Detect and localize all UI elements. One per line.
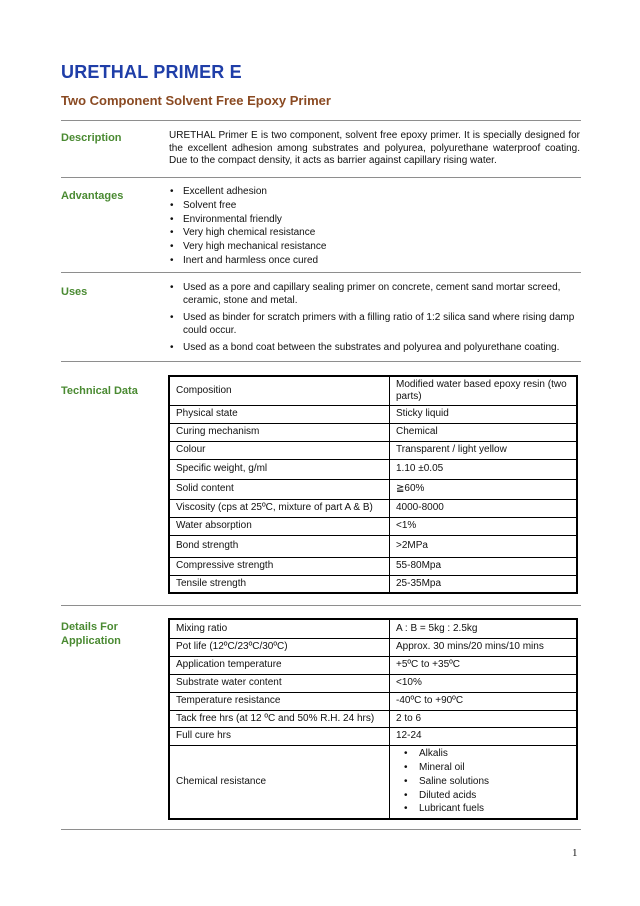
- table-row: [169, 710, 577, 727]
- table-cell-value: 1.10 ±0.05: [390, 459, 578, 479]
- divider-top: [61, 120, 581, 121]
- table-cell-value: A : B = 5kg : 2.5kg: [390, 619, 578, 638]
- list-item: • Alkalis: [396, 747, 570, 761]
- table-cell-property: Colour: [169, 441, 390, 459]
- document-subtitle: Two Component Solvent Free Epoxy Primer: [61, 93, 331, 108]
- table-row: [169, 535, 577, 557]
- table-cell-property: Substrate water content: [169, 674, 390, 692]
- table-cell-property: Chemical resistance: [169, 745, 390, 819]
- divider-description: [61, 177, 581, 178]
- table-cell-property: Application temperature: [169, 656, 390, 674]
- technical-data-table: [168, 375, 578, 594]
- table-row: [169, 499, 577, 517]
- chemical-resistance-list: [396, 747, 570, 816]
- table-cell-property: Solid content: [169, 479, 390, 499]
- table-cell-property: Composition: [169, 376, 390, 405]
- table-row: [169, 376, 577, 405]
- table-row: [169, 423, 577, 441]
- table-cell-value: -40ºC to +90ºC: [390, 692, 578, 710]
- technical-data-label: Technical Data: [61, 385, 138, 397]
- divider-bottom: [61, 829, 581, 830]
- list-item: • Used as a pore and capillary sealing primer on concrete, cement sand mortar screed, ceramic, stone and metal.: [169, 282, 580, 307]
- table-row: [169, 479, 577, 499]
- table-cell-value: [390, 745, 578, 819]
- document-title: URETHAL PRIMER E: [61, 62, 242, 82]
- table-cell-value: 4000-8000: [390, 499, 578, 517]
- table-cell-property: Curing mechanism: [169, 423, 390, 441]
- page-number: 1: [572, 847, 578, 859]
- table-cell-value: >2MPa: [390, 535, 578, 557]
- table-row: [169, 745, 577, 819]
- table-cell-property: Temperature resistance: [169, 692, 390, 710]
- table-cell-value: 25-35Mpa: [390, 575, 578, 593]
- table-row: [169, 575, 577, 593]
- divider-uses: [61, 361, 581, 362]
- table-cell-value: Chemical: [390, 423, 578, 441]
- table-cell-value: <10%: [390, 674, 578, 692]
- divider-advantages: [61, 272, 581, 273]
- list-item: • Excellent adhesion: [169, 185, 326, 199]
- application-label-line2: Application: [61, 635, 121, 647]
- uses-label: Uses: [61, 286, 88, 298]
- advantages-list: [169, 185, 326, 268]
- list-item: • Lubricant fuels: [396, 802, 570, 816]
- table-cell-value: 2 to 6: [390, 710, 578, 727]
- table-cell-property: Compressive strength: [169, 557, 390, 575]
- table-cell-value: <1%: [390, 517, 578, 535]
- list-item: • Mineral oil: [396, 761, 570, 775]
- application-label: [61, 620, 121, 648]
- list-item: • Diluted acids: [396, 789, 570, 803]
- table-cell-value: 12-24: [390, 727, 578, 745]
- table-cell-property: Water absorption: [169, 517, 390, 535]
- table-cell-value: Sticky liquid: [390, 405, 578, 423]
- table-cell-value: Modified water based epoxy resin (two parts): [390, 376, 578, 405]
- table-cell-property: Specific weight, g/ml: [169, 459, 390, 479]
- table-row: [169, 727, 577, 745]
- table-cell-property: Tensile strength: [169, 575, 390, 593]
- list-item: • Saline solutions: [396, 775, 570, 789]
- list-item: • Very high chemical resistance: [169, 226, 326, 240]
- table-cell-value: Transparent / light yellow: [390, 441, 578, 459]
- table-row: [169, 459, 577, 479]
- application-table: [168, 618, 578, 820]
- table-cell-value: ≧60%: [390, 479, 578, 499]
- divider-technical: [61, 605, 581, 606]
- table-cell-property: Viscosity (cps at 25ºC, mixture of part A & B): [169, 499, 390, 517]
- table-cell-value: 55-80Mpa: [390, 557, 578, 575]
- list-item: • Used as a bond coat between the substrates and polyurea and polyurethane coating.: [169, 342, 580, 355]
- description-text: URETHAL Primer E is two component, solvent free epoxy primer. It is specially designed for the excellent adhesion among substrates and polyurea, polyurethane waterproof coating. Due to the compact density, it acts as barrier against capillary rising water.: [169, 130, 580, 166]
- table-cell-property: Physical state: [169, 405, 390, 423]
- table-cell-value: Approx. 30 mins/20 mins/10 mins: [390, 638, 578, 656]
- table-row: [169, 656, 577, 674]
- table-row: [169, 674, 577, 692]
- uses-list: [169, 282, 580, 360]
- table-cell-property: Full cure hrs: [169, 727, 390, 745]
- table-row: [169, 557, 577, 575]
- table-cell-property: Tack free hrs (at 12 ºC and 50% R.H. 24 hrs): [169, 710, 390, 727]
- table-cell-property: Pot life (12ºC/23ºC/30ºC): [169, 638, 390, 656]
- table-cell-value: +5ºC to +35ºC: [390, 656, 578, 674]
- list-item: • Used as binder for scratch primers with a filling ratio of 1:2 silica sand where rising damp could occur.: [169, 312, 580, 337]
- table-row: [169, 405, 577, 423]
- table-row: [169, 619, 577, 638]
- table-cell-property: Mixing ratio: [169, 619, 390, 638]
- list-item: • Inert and harmless once cured: [169, 254, 326, 268]
- table-row: [169, 517, 577, 535]
- table-row: [169, 638, 577, 656]
- list-item: • Solvent free: [169, 199, 326, 213]
- list-item: • Environmental friendly: [169, 213, 326, 227]
- application-label-line1: Details For: [61, 621, 118, 633]
- description-label: Description: [61, 132, 122, 144]
- list-item: • Very high mechanical resistance: [169, 240, 326, 254]
- table-cell-property: Bond strength: [169, 535, 390, 557]
- advantages-label: Advantages: [61, 190, 124, 202]
- table-row: [169, 692, 577, 710]
- table-row: [169, 441, 577, 459]
